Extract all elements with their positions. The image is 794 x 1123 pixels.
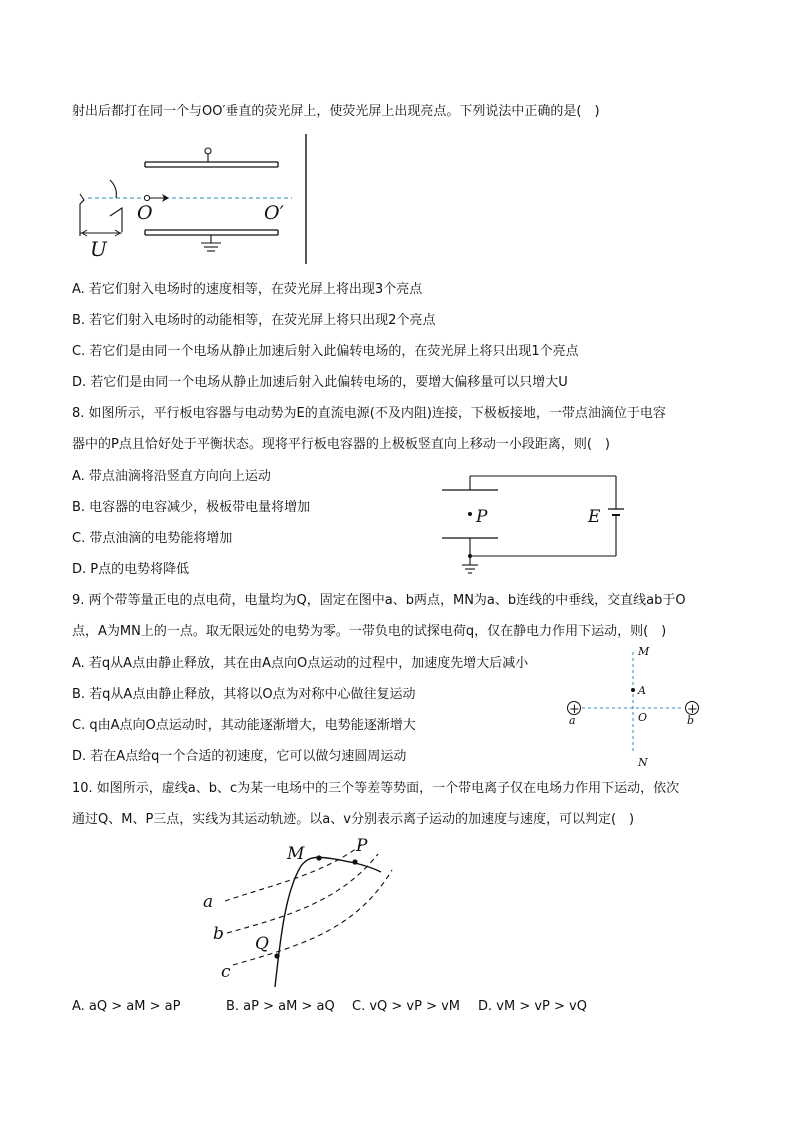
q9-option-a: A. 若q从A点由静止释放，其在由A点向O点运动的过程中，加速度先增大后减小: [72, 656, 529, 671]
q10-option-a: A. aQ > aM > aP: [72, 999, 181, 1014]
label-E: E: [588, 507, 601, 527]
q7-deflection-figure: [70, 132, 320, 272]
q10-option-d: D. vM > vP > vQ: [478, 999, 587, 1014]
equipotential-b: [227, 854, 378, 933]
q9-stem-line2: 点，A为MN上的一点。取无限远处的电势为零。一带负电的试探电荷q，仅在静电力作用下运动，则( ): [72, 624, 667, 639]
plus-sign-b: +: [687, 702, 698, 717]
label-N: N: [638, 756, 648, 769]
plus-sign-a: +: [569, 702, 580, 717]
q9-option-c: C. q由A点向O点运动时，其动能逐渐增大，电势能逐渐增大: [72, 718, 416, 733]
label-A: A: [638, 684, 646, 697]
q8-option-d: D. P点的电势将降低: [72, 562, 190, 577]
q8-capacitor-figure: [430, 470, 640, 580]
oil-drop-point: [468, 512, 472, 516]
q9-option-d: D. 若在A点给q一个合适的初速度，它可以做匀速圆周运动: [72, 749, 407, 764]
q7-option-d: D. 若它们是由同一个电场从静止加速后射入此偏转电场的，要增大偏移量可以只增大U: [72, 375, 568, 390]
q10-option-b: B. aP > aM > aQ: [226, 999, 335, 1014]
q10-trajectory-figure: [195, 832, 405, 992]
label-b: b: [213, 924, 224, 944]
q10-option-c: C. vQ > vP > vM: [352, 999, 461, 1014]
q7-option-b: B. 若它们射入电场时的动能相等，在荧光屏上将只出现2个亮点: [72, 313, 436, 328]
point-P: [352, 859, 357, 864]
label-a: a: [203, 892, 214, 912]
point-A: [631, 688, 635, 692]
q7-stem-tail: 射出后都打在同一个与OO′垂直的荧光屏上，使荧光屏上出现亮点。下列说法中正确的是( ): [72, 104, 600, 119]
q8-option-a: A. 带点油滴将沿竖直方向向上运动: [72, 469, 271, 484]
label-Q: Q: [255, 934, 269, 954]
label-M: M: [287, 844, 305, 864]
label-b: b: [687, 714, 695, 727]
point-Q: [274, 953, 279, 958]
q7-option-a: A. 若它们射入电场时的速度相等，在荧光屏上将出现3个亮点: [72, 282, 423, 297]
q10-stem-line1: 10. 如图所示，虚线a、b、c为某一电场中的三个等差等势面，一个带电离子仅在电场力作用下运动，依次: [72, 781, 680, 796]
q8-option-b: B. 电容器的电容减少，极板带电量将增加: [72, 500, 311, 515]
label-P: P: [356, 836, 368, 856]
q10-stem-line2: 通过Q、M、P三点，实线为其运动轨迹。以a、v分别表示离子运动的加速度与速度，可以判定( ): [72, 812, 635, 827]
label-P: P: [476, 507, 488, 527]
particle-trajectory: [275, 857, 381, 987]
label-M: M: [638, 645, 650, 658]
label-O: O: [638, 711, 648, 724]
label-c: c: [221, 962, 231, 982]
label-a: a: [569, 714, 576, 727]
q7-option-c: C. 若它们是由同一个电场从静止加速后射入此偏转电场的，在荧光屏上将只出现1个亮点: [72, 344, 579, 359]
label-O-prime: O′: [264, 202, 284, 224]
label-U: U: [90, 237, 107, 261]
q9-option-b: B. 若q从A点由静止释放，其将以O点为对称中心做往复运动: [72, 687, 416, 702]
q8-option-c: C. 带点油滴的电势能将增加: [72, 531, 233, 546]
q8-stem-line2: 器中的P点且恰好处于平衡状态。现将平行板电容器的上极板竖直向上移动一小段距离，则( ): [72, 437, 610, 452]
label-O: O: [137, 202, 153, 224]
q9-stem-line1: 9. 两个带等量正电的点电荷，电量均为Q，固定在图中a、b两点，MN为a、b连线的中垂线，交直线ab于O: [72, 593, 686, 608]
point-M: [316, 855, 321, 860]
q9-charges-figure: [558, 642, 718, 770]
q8-stem-line1: 8. 如图所示，平行板电容器与电动势为E的直流电源(不及内阻)连接，下极板接地，一带点油滴位于电容: [72, 406, 666, 421]
